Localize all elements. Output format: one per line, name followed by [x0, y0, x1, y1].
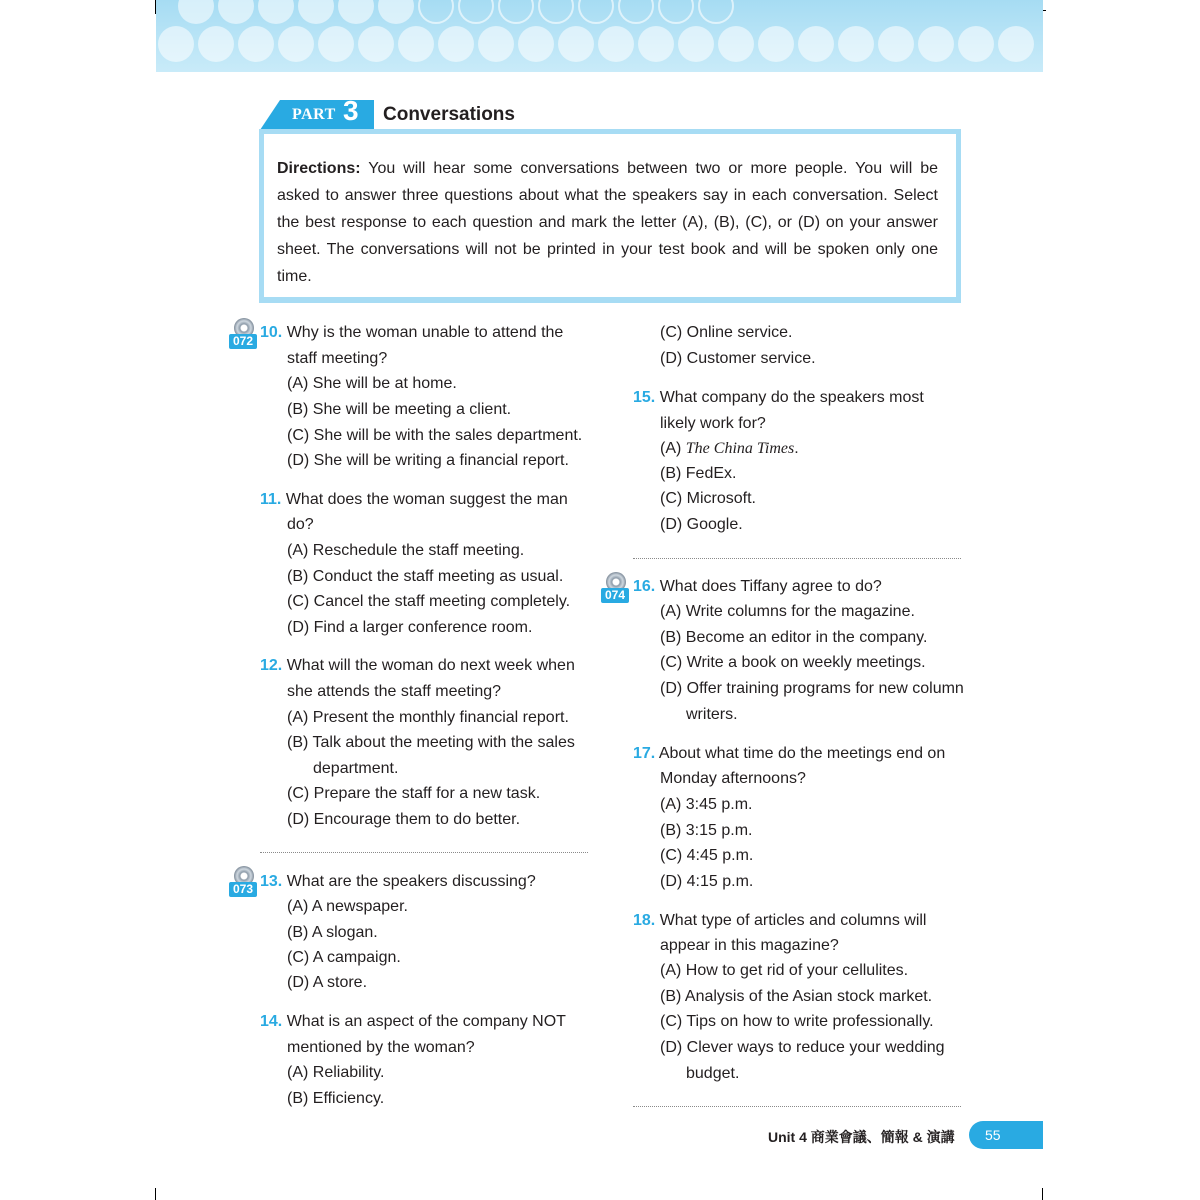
question-text: she attends the staff meeting? [287, 683, 502, 700]
newspaper-title: The China Times [685, 440, 795, 457]
option-c: (C) Cancel the staff meeting completely. [287, 593, 571, 610]
directions-body: You will hear some conversations between two or more people. You will be asked to answer three questions about what the speakers say in each conversation. Select the best response to each question and mark the letter (A), (B), (C), or (D) on your answer sheet. The conversations will not be printed in your test book and will be spoken only one time. [277, 160, 938, 285]
option-a: (A) Write columns for the magazine. [660, 603, 915, 620]
option-b: (B) Efficiency. [287, 1090, 385, 1107]
question-text: mentioned by the woman? [287, 1039, 475, 1056]
directions-text [264, 134, 956, 297]
question-number: 11. [260, 491, 282, 508]
option-b: (B) Talk about the meeting with the sales [287, 734, 575, 751]
option-a: (A) A newspaper. [287, 898, 408, 915]
question-text: What does the woman suggest the man [285, 491, 568, 508]
option-d: (D) Customer service. [660, 350, 816, 367]
question-text: What company do the speakers most [659, 389, 924, 406]
question-text: Why is the woman unable to attend the [286, 324, 564, 341]
question-text: What is an aspect of the company NOT [286, 1013, 566, 1030]
directions-box [259, 129, 961, 303]
option-b: (B) Analysis of the Asian stock market. [660, 988, 933, 1005]
question-text: staff meeting? [287, 350, 388, 367]
option-b: (B) 3:15 p.m. [660, 822, 753, 839]
option-d: (D) Clever ways to reduce your wedding [660, 1039, 945, 1056]
option-d: (D) Google. [660, 516, 743, 533]
option-a: (A) The China Times. [660, 440, 799, 457]
option-b-continued: department. [313, 760, 399, 777]
question-number: 18. [633, 912, 656, 929]
option-c: (C) Online service. [660, 324, 793, 341]
option-d-continued: writers. [686, 706, 738, 723]
audio-track-icon [229, 318, 259, 350]
unit-footer: Unit 4 商業會議、簡報 & 演講 [768, 1129, 955, 1145]
page-number: 55 [985, 1127, 1001, 1143]
directions-label: Directions: [277, 160, 361, 177]
option-d: (D) Find a larger conference room. [287, 619, 533, 636]
option-b: (B) Conduct the staff meeting as usual. [287, 568, 564, 585]
option-a: (A) She will be at home. [287, 375, 457, 392]
question-number: 12. [260, 657, 283, 674]
audio-track-number: 072 [229, 334, 257, 349]
question-text: What type of articles and columns will [659, 912, 927, 929]
page-number-tab [969, 1121, 1043, 1149]
option-b: (B) Become an editor in the company. [660, 629, 928, 646]
question-number: 10. [260, 324, 283, 341]
question-number: 16. [633, 578, 656, 595]
section-divider [633, 558, 961, 559]
option-d: (D) A store. [287, 974, 368, 991]
question-number: 13. [260, 873, 283, 890]
option-d: (D) Offer training programs for new column [660, 680, 964, 697]
option-d: (D) Encourage them to do better. [287, 811, 521, 828]
audio-track-number: 073 [229, 882, 257, 897]
crop-mark [1042, 1188, 1043, 1200]
option-a: (A) Present the monthly financial report. [287, 709, 569, 726]
header-banner [156, 0, 1043, 72]
option-c: (C) A campaign. [287, 949, 401, 966]
option-c: (C) Tips on how to write professionally. [660, 1013, 934, 1030]
option-c: (C) 4:45 p.m. [660, 847, 754, 864]
question-text: About what time do the meetings end on [658, 745, 946, 762]
question-number: 17. [633, 745, 656, 762]
question-number: 15. [633, 389, 656, 406]
question-text: Monday afternoons? [660, 770, 806, 787]
question-text: likely work for? [660, 415, 766, 432]
question-number: 14. [260, 1013, 283, 1030]
question-text: What will the woman do next week when [286, 657, 575, 674]
option-b: (B) A slogan. [287, 924, 378, 941]
section-divider [260, 852, 588, 853]
audio-track-number: 074 [601, 588, 629, 603]
audio-track-icon [601, 572, 631, 604]
option-c: (C) Microsoft. [660, 490, 756, 507]
question-text: do? [287, 516, 314, 533]
question-text: appear in this magazine? [660, 937, 839, 954]
question-text: What are the speakers discussing? [286, 873, 536, 890]
part-number: 3 [343, 95, 359, 126]
crop-mark [155, 1188, 156, 1200]
audio-track-icon [229, 866, 259, 898]
option-b: (B) She will be meeting a client. [287, 401, 512, 418]
section-divider [633, 1106, 961, 1107]
option-a: (A) Reliability. [287, 1064, 385, 1081]
option-d: (D) She will be writing a financial report. [287, 452, 569, 469]
option-c: (C) Write a book on weekly meetings. [660, 654, 926, 671]
option-d: (D) 4:15 p.m. [660, 873, 754, 890]
option-a: (A) How to get rid of your cellulites. [660, 962, 909, 979]
option-b: (B) FedEx. [660, 465, 737, 482]
question-text: What does Tiffany agree to do? [659, 578, 882, 595]
option-d-continued: budget. [686, 1065, 740, 1082]
option-c: (C) Prepare the staff for a new task. [287, 785, 541, 802]
option-c: (C) She will be with the sales department. [287, 427, 583, 444]
option-a: (A) 3:45 p.m. [660, 796, 753, 813]
option-a: (A) Reschedule the staff meeting. [287, 542, 525, 559]
section-title: Conversations [383, 104, 515, 125]
part-label: PART [292, 106, 336, 123]
